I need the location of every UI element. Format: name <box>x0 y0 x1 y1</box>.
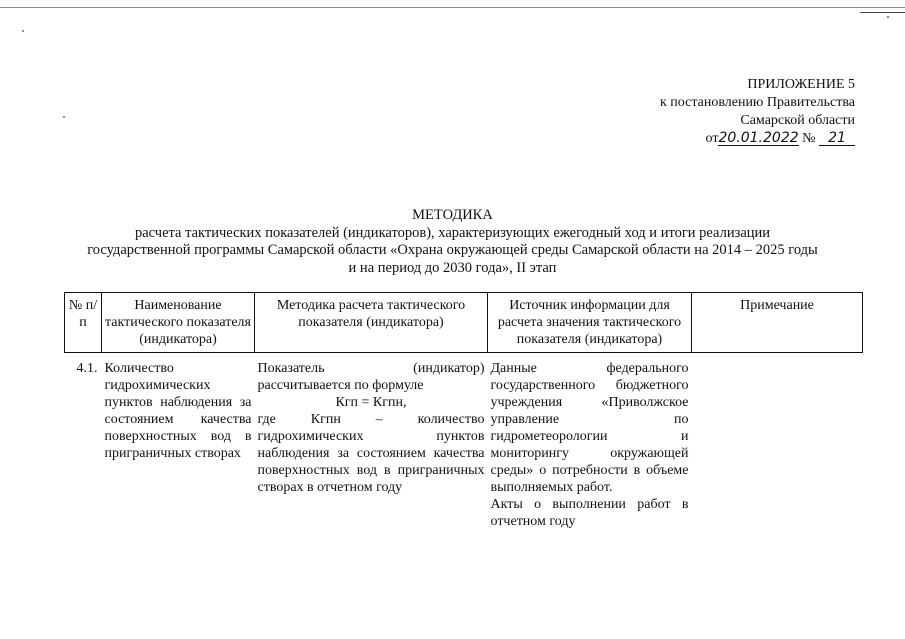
methodology-table <box>64 292 863 530</box>
header-number: № п/п <box>65 293 102 353</box>
row-number: 4.1. <box>76 361 98 376</box>
row-source <box>488 353 692 531</box>
document-title: МЕТОДИКА <box>412 207 493 223</box>
appendix-block <box>660 76 855 148</box>
table-row <box>65 353 863 531</box>
handwritten-number: 21 <box>819 131 855 146</box>
row-method <box>255 353 488 531</box>
header-note: Примечание <box>692 293 863 353</box>
header-indicator-name: Наименование тактического показателя (индикатора) <box>102 293 255 353</box>
method-where: где Кгпн – количество гидрохимических пунктов наблюдения за состоянием качества поверхностных вод в приграничных створах в отчетном году <box>257 412 485 495</box>
document-subtitle-2: государственной программы Самарской области «Охрана окружающей среды Самарской области на 2014 – 2025 годы <box>87 242 818 258</box>
appendix-date-line <box>660 130 855 148</box>
appendix-prefix: от <box>705 131 719 146</box>
scan-speck <box>887 16 889 18</box>
document-subtitle-1: расчета тактических показателей (индикаторов), характеризующих ежегодный ход и итоги реализации <box>134 224 771 241</box>
appendix-title: ПРИЛОЖЕНИЕ 5 <box>747 77 855 92</box>
scan-corner-mark <box>860 12 905 13</box>
appendix-no-label: № <box>802 131 816 146</box>
header-method: Методика расчета тактического показателя (индикатора) <box>255 293 488 353</box>
appendix-line-2: Самарской области <box>740 113 855 128</box>
source-text-2: Акты о выполнении работ в отчетном году <box>490 497 689 529</box>
scan-speck <box>63 116 65 118</box>
document-heading <box>0 207 905 277</box>
row-indicator-name: Количество гидрохимических пунктов наблюдения за состоянием качества поверхностных вод в приграничных створах <box>104 361 252 461</box>
header-source: Источник информации для расчета значения тактического показателя (индикатора) <box>488 293 692 353</box>
scan-top-border <box>0 7 905 8</box>
source-text-1: Данные федерального государственного бюджетного учреждения «Приволжское управление по гидрометеорологии и мониторингу окружающей среды» о потребности в объеме выполняемых работ. <box>490 361 689 495</box>
document-subtitle-3: и на период до 2030 года», II этап <box>348 259 557 276</box>
handwritten-date: 20.01.2022 <box>718 130 799 146</box>
method-intro: Показатель (индикатор) рассчитывается по формуле <box>257 361 485 393</box>
appendix-line-1: к постановлению Правительства <box>659 95 855 110</box>
table-header-row <box>65 293 863 353</box>
row-note <box>692 353 863 531</box>
method-formula: Кгп = Кгпн, <box>335 395 407 410</box>
scan-speck <box>22 30 24 32</box>
